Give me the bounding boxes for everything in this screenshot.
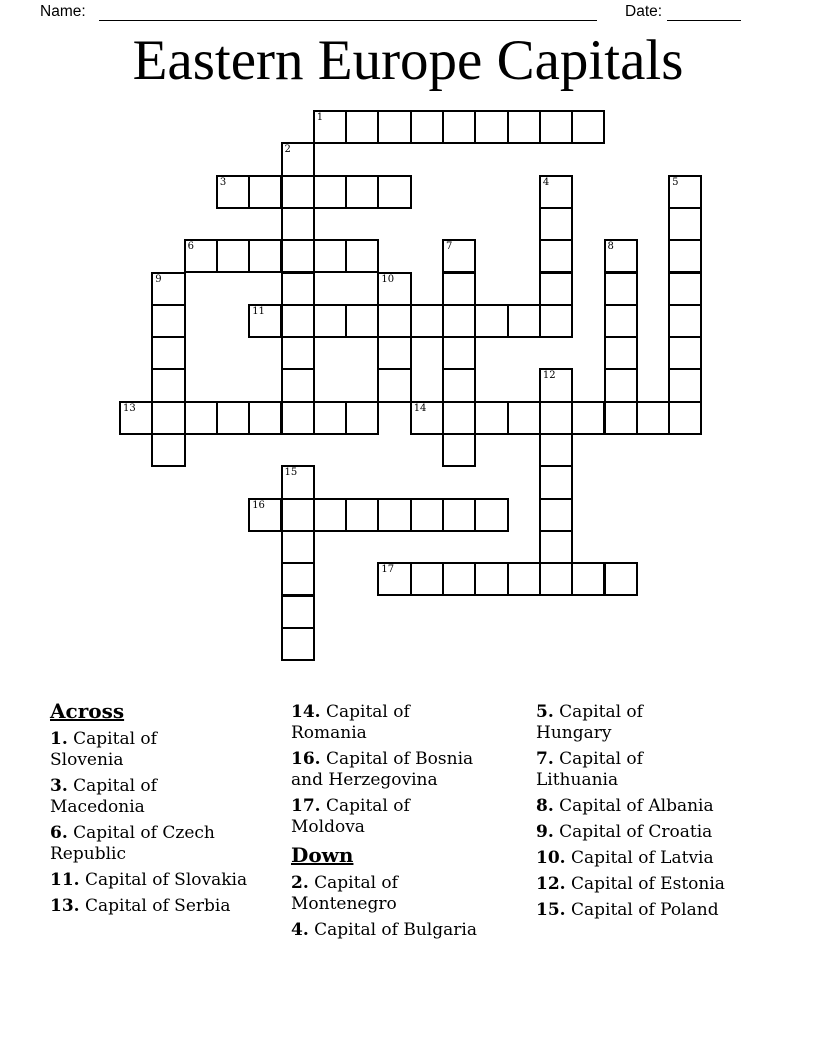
grid-cell[interactable] bbox=[281, 142, 315, 176]
clue-number: 8. bbox=[536, 796, 554, 816]
grid-cell[interactable] bbox=[539, 498, 573, 532]
cell-number: 15 bbox=[284, 467, 298, 479]
clue-number: 5. bbox=[536, 702, 554, 722]
clue-text-line: 14. Capital of bbox=[291, 702, 410, 722]
grid-cell[interactable] bbox=[313, 110, 347, 144]
cell-number: 17 bbox=[381, 564, 395, 576]
clue-text-line: 12. Capital of Estonia bbox=[536, 874, 725, 894]
grid-cell[interactable] bbox=[571, 562, 605, 596]
clue-number: 17. bbox=[291, 796, 321, 816]
grid-cell[interactable] bbox=[248, 175, 282, 209]
grid-cell[interactable] bbox=[507, 110, 541, 144]
grid-cell[interactable] bbox=[281, 175, 315, 209]
clue-text-line: Moldova bbox=[291, 817, 365, 837]
clue-number: 12. bbox=[536, 874, 566, 894]
clue-text-line: 11. Capital of Slovakia bbox=[50, 870, 248, 890]
grid-cell[interactable] bbox=[442, 562, 476, 596]
cell-number: 12 bbox=[542, 370, 556, 382]
clue-text-line: Romania bbox=[291, 723, 367, 743]
cell-number: 16 bbox=[252, 499, 265, 511]
grid-cell[interactable] bbox=[571, 401, 605, 435]
date-label: Date: bbox=[625, 3, 663, 20]
grid-cell[interactable] bbox=[151, 401, 185, 435]
clue-item bbox=[291, 702, 531, 744]
grid-cell[interactable] bbox=[539, 304, 573, 338]
grid-cell[interactable] bbox=[474, 498, 508, 532]
clue-text-line: Montenegro bbox=[291, 894, 397, 914]
cell-number: 6 bbox=[187, 241, 194, 253]
grid-cell[interactable] bbox=[539, 110, 573, 144]
cell-number: 2 bbox=[284, 144, 291, 156]
clue-item bbox=[536, 874, 776, 895]
grid-cell[interactable] bbox=[345, 110, 379, 144]
name-blank-line[interactable] bbox=[99, 19, 597, 21]
grid-cell[interactable] bbox=[507, 562, 541, 596]
clue-item bbox=[50, 870, 290, 891]
clue-text-line: Macedonia bbox=[50, 797, 145, 817]
cell-number: 7 bbox=[446, 241, 453, 253]
grid-cell[interactable] bbox=[507, 304, 541, 338]
grid-cell[interactable] bbox=[604, 304, 638, 338]
cell-number: 3 bbox=[219, 176, 227, 188]
cell-number: 11 bbox=[252, 305, 265, 317]
grid-cell[interactable] bbox=[668, 175, 702, 209]
grid-cell[interactable] bbox=[539, 465, 573, 499]
grid-cell[interactable] bbox=[151, 304, 185, 338]
clue-item bbox=[50, 896, 290, 917]
grid-cell[interactable] bbox=[281, 465, 315, 499]
clue-text-line: 5. Capital of bbox=[536, 702, 643, 722]
clue-header-across: Across bbox=[50, 699, 125, 723]
grid-cell[interactable] bbox=[410, 562, 444, 596]
grid-cell[interactable] bbox=[281, 530, 315, 564]
grid-cell[interactable] bbox=[410, 304, 444, 338]
grid-cell[interactable] bbox=[313, 304, 347, 338]
clue-text-line: 15. Capital of Poland bbox=[536, 900, 719, 920]
grid-cell[interactable] bbox=[410, 401, 444, 435]
grid-cell[interactable] bbox=[539, 562, 573, 596]
grid-cell[interactable] bbox=[248, 401, 282, 435]
grid-cell[interactable] bbox=[281, 595, 315, 629]
clue-item bbox=[291, 796, 531, 838]
grid-cell[interactable] bbox=[313, 401, 347, 435]
clue-number: 1. bbox=[50, 729, 68, 749]
clue-text-line: Hungary bbox=[536, 723, 612, 743]
clue-text-line: and Herzegovina bbox=[291, 770, 438, 790]
clue-text-line: 7. Capital of bbox=[536, 749, 643, 769]
clue-column bbox=[50, 699, 290, 922]
grid-cell[interactable] bbox=[377, 304, 411, 338]
grid-cell[interactable] bbox=[604, 272, 638, 306]
grid-cell[interactable] bbox=[216, 401, 250, 435]
grid-cell[interactable] bbox=[377, 110, 411, 144]
clue-column bbox=[536, 699, 776, 926]
grid-cell[interactable] bbox=[345, 239, 379, 273]
grid-cell[interactable] bbox=[281, 401, 315, 435]
clue-number: 15. bbox=[536, 900, 566, 920]
grid-cell[interactable] bbox=[345, 498, 379, 532]
grid-cell[interactable] bbox=[248, 498, 282, 532]
cell-number: 8 bbox=[607, 241, 614, 253]
clue-item bbox=[536, 848, 776, 869]
grid-cell[interactable] bbox=[507, 401, 541, 435]
grid-cell[interactable] bbox=[571, 110, 605, 144]
grid-cell[interactable] bbox=[377, 175, 411, 209]
grid-cell[interactable] bbox=[313, 239, 347, 273]
grid-cell[interactable] bbox=[668, 336, 702, 370]
clue-number: 14. bbox=[291, 702, 321, 722]
clue-text-line: 17. Capital of bbox=[291, 796, 410, 816]
grid-cell[interactable] bbox=[151, 336, 185, 370]
date-blank-line[interactable] bbox=[667, 19, 741, 21]
grid-cell[interactable] bbox=[668, 368, 702, 402]
grid-cell[interactable] bbox=[668, 401, 702, 435]
grid-cell[interactable] bbox=[668, 304, 702, 338]
grid-cell[interactable] bbox=[668, 239, 702, 273]
clue-header-down: Down bbox=[291, 843, 354, 867]
clue-text-line: 16. Capital of Bosnia bbox=[291, 749, 474, 769]
grid-cell[interactable] bbox=[281, 239, 315, 273]
grid-cell[interactable] bbox=[216, 239, 250, 273]
grid-cell[interactable] bbox=[442, 239, 476, 273]
grid-cell[interactable] bbox=[604, 368, 638, 402]
clue-text-line: Lithuania bbox=[536, 770, 619, 790]
clue-item bbox=[291, 873, 531, 915]
grid-cell[interactable] bbox=[151, 368, 185, 402]
grid-cell[interactable] bbox=[539, 239, 573, 273]
grid-cell[interactable] bbox=[248, 239, 282, 273]
grid-cell[interactable] bbox=[604, 239, 638, 273]
grid-cell[interactable] bbox=[184, 239, 218, 273]
cell-number: 10 bbox=[381, 273, 395, 285]
grid-cell[interactable] bbox=[442, 336, 476, 370]
grid-cell[interactable] bbox=[377, 368, 411, 402]
grid-cell[interactable] bbox=[281, 562, 315, 596]
grid-cell[interactable] bbox=[604, 562, 638, 596]
grid-cell[interactable] bbox=[442, 304, 476, 338]
grid-cell[interactable] bbox=[151, 272, 185, 306]
grid-cell[interactable] bbox=[313, 175, 347, 209]
grid-cell[interactable] bbox=[119, 401, 153, 435]
clue-number: 6. bbox=[50, 823, 68, 843]
grid-cell[interactable] bbox=[345, 175, 379, 209]
cell-number: 1 bbox=[316, 112, 324, 123]
grid-cell[interactable] bbox=[216, 175, 250, 209]
clue-number: 13. bbox=[50, 896, 80, 916]
clue-number: 7. bbox=[536, 749, 554, 769]
grid-cell[interactable] bbox=[281, 272, 315, 306]
grid-cell[interactable] bbox=[377, 272, 411, 306]
grid-cell[interactable] bbox=[442, 433, 476, 467]
clue-item bbox=[50, 729, 290, 771]
grid-cell[interactable] bbox=[474, 304, 508, 338]
clue-item bbox=[536, 749, 776, 791]
clue-number: 10. bbox=[536, 848, 566, 868]
grid-cell[interactable] bbox=[668, 272, 702, 306]
clue-number: 2. bbox=[291, 873, 309, 893]
clue-text-line: 2. Capital of bbox=[291, 873, 398, 893]
clue-item bbox=[536, 900, 776, 921]
grid-cell[interactable] bbox=[281, 368, 315, 402]
grid-cell[interactable] bbox=[442, 368, 476, 402]
grid-cell[interactable] bbox=[281, 336, 315, 370]
cell-number: 5 bbox=[672, 176, 679, 188]
grid-cell[interactable] bbox=[539, 401, 573, 435]
clue-text-line: 13. Capital of Serbia bbox=[50, 896, 231, 916]
clue-item bbox=[536, 822, 776, 843]
grid-cell[interactable] bbox=[410, 110, 444, 144]
grid-cell[interactable] bbox=[636, 401, 670, 435]
grid-cell[interactable] bbox=[410, 498, 444, 532]
grid-cell[interactable] bbox=[539, 433, 573, 467]
page-title: Eastern Europe Capitals bbox=[132, 29, 684, 92]
clue-text-line: Slovenia bbox=[50, 750, 124, 770]
clue-text-line: 3. Capital of bbox=[50, 776, 157, 796]
grid-cell[interactable] bbox=[539, 368, 573, 402]
grid-cell[interactable] bbox=[345, 304, 379, 338]
cell-number: 4 bbox=[542, 176, 550, 188]
grid-cell[interactable] bbox=[668, 207, 702, 241]
grid-cell[interactable] bbox=[313, 498, 347, 532]
grid-cell[interactable] bbox=[539, 272, 573, 306]
cell-number: 13 bbox=[123, 402, 136, 414]
grid-cell[interactable] bbox=[474, 401, 508, 435]
grid-cell[interactable] bbox=[442, 110, 476, 144]
grid-cell[interactable] bbox=[474, 110, 508, 144]
clue-item bbox=[291, 749, 531, 791]
grid-cell[interactable] bbox=[377, 498, 411, 532]
grid-cell[interactable] bbox=[377, 562, 411, 596]
grid-cell[interactable] bbox=[442, 272, 476, 306]
grid-cell[interactable] bbox=[539, 207, 573, 241]
grid-cell[interactable] bbox=[604, 336, 638, 370]
clue-number: 16. bbox=[291, 749, 321, 769]
clue-text-line: Republic bbox=[50, 844, 126, 864]
grid-cell[interactable] bbox=[281, 207, 315, 241]
grid-cell[interactable] bbox=[281, 627, 315, 661]
clue-item bbox=[50, 776, 290, 818]
grid-cell[interactable] bbox=[539, 175, 573, 209]
clue-item bbox=[536, 702, 776, 744]
grid-cell[interactable] bbox=[281, 498, 315, 532]
clue-number: 4. bbox=[291, 920, 309, 940]
grid-cell[interactable] bbox=[151, 433, 185, 467]
clue-text-line: 8. Capital of Albania bbox=[536, 796, 714, 816]
grid-cell[interactable] bbox=[474, 562, 508, 596]
grid-cell[interactable] bbox=[281, 304, 315, 338]
clue-text-line: 10. Capital of Latvia bbox=[536, 848, 714, 868]
clue-text-line: 1. Capital of bbox=[50, 729, 157, 749]
cell-number: 14 bbox=[413, 402, 427, 414]
clue-item bbox=[291, 920, 531, 941]
name-label: Name: bbox=[40, 3, 86, 20]
clue-item bbox=[50, 823, 290, 865]
clue-number: 3. bbox=[50, 776, 68, 796]
clue-number: 9. bbox=[536, 822, 554, 842]
grid-cell[interactable] bbox=[377, 336, 411, 370]
clue-column bbox=[291, 699, 531, 946]
clue-item bbox=[536, 796, 776, 817]
grid-cell[interactable] bbox=[184, 401, 218, 435]
grid-cell[interactable] bbox=[604, 401, 638, 435]
clue-number: 11. bbox=[50, 870, 80, 890]
grid-cell[interactable] bbox=[539, 530, 573, 564]
cell-number: 9 bbox=[155, 273, 162, 285]
grid-cell[interactable] bbox=[248, 304, 282, 338]
clue-text-line: 4. Capital of Bulgaria bbox=[291, 920, 477, 940]
grid-cell[interactable] bbox=[442, 401, 476, 435]
clue-text-line: 6. Capital of Czech bbox=[50, 823, 215, 843]
clue-text-line: 9. Capital of Croatia bbox=[536, 822, 713, 842]
grid-cell[interactable] bbox=[345, 401, 379, 435]
grid-cell[interactable] bbox=[442, 498, 476, 532]
